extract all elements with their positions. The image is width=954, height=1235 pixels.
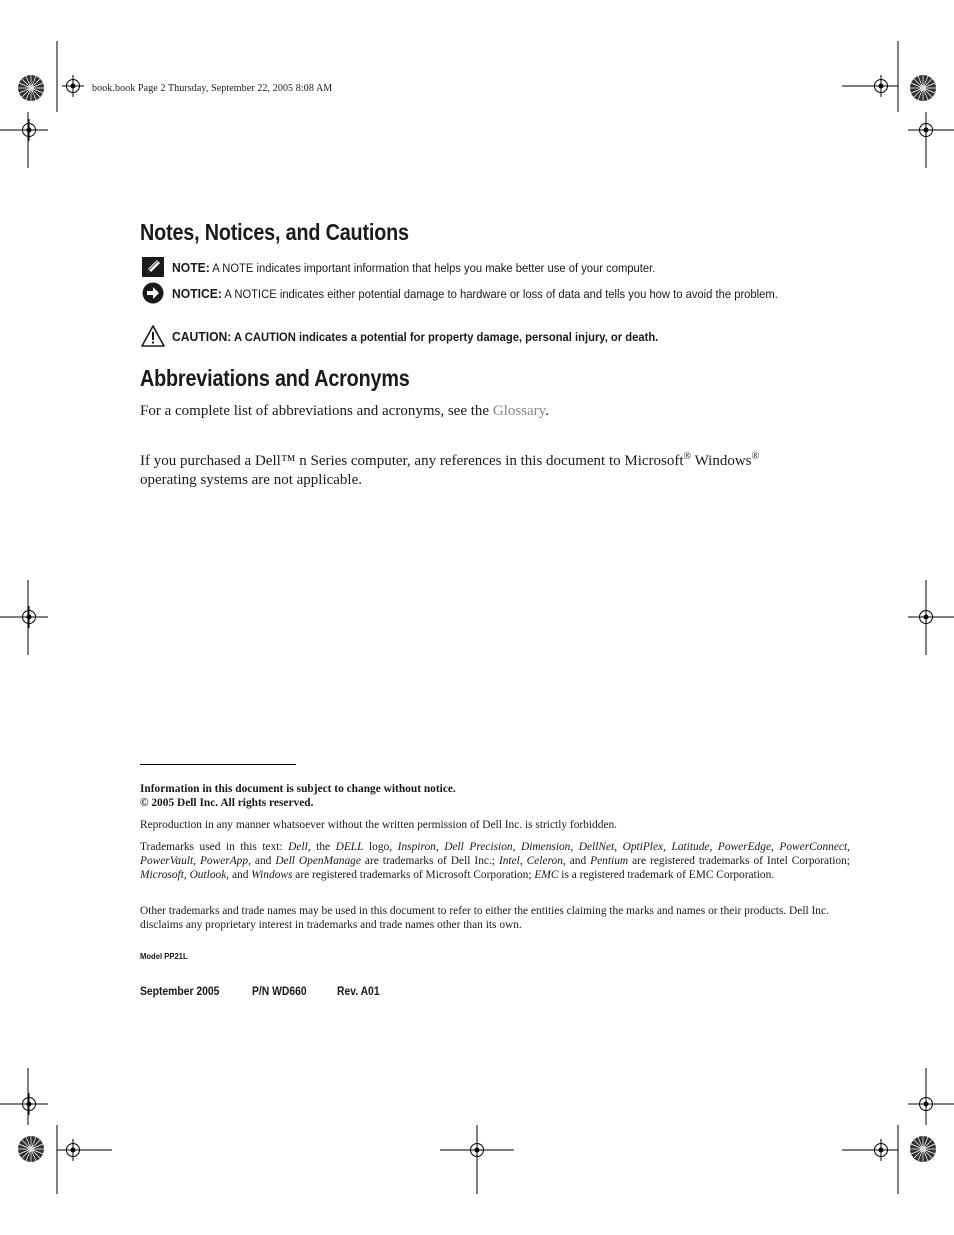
- n-series-windows: Windows: [691, 453, 752, 469]
- registered-mark: ®: [683, 451, 692, 462]
- notice-text: A NOTICE indicates either potential damage to hardware or loss of data and tells you how to avoid the problem.: [221, 287, 778, 301]
- glossary-link[interactable]: Glossary: [492, 403, 546, 419]
- n-series-text-2: operating systems are not applicable.: [140, 472, 363, 488]
- publication-date: September 2005: [140, 986, 220, 998]
- running-header: book.book Page 2 Thursday, September 22, 2005 8:08 AM: [92, 83, 333, 94]
- section-title-abbreviations: Abbreviations and Acronyms: [140, 365, 410, 391]
- glossary-paragraph: [140, 402, 840, 421]
- section-title-notes: Notes, Notices, and Cautions: [140, 219, 409, 245]
- part-number: P/N WD660: [252, 986, 307, 998]
- pencil-note-icon: [142, 257, 164, 277]
- copyright-line: © 2005 Dell Inc. All rights reserved.: [140, 797, 314, 809]
- caution-label: CAUTION:: [172, 329, 232, 344]
- note-text: A NOTE indicates important information that helps you make better use of your computer.: [209, 261, 656, 275]
- model-number: Model PP21L: [140, 951, 188, 961]
- notice-label: NOTICE:: [172, 286, 222, 301]
- footnote-divider: [140, 764, 296, 765]
- registered-mark: ®: [751, 451, 760, 462]
- note-label: NOTE:: [172, 260, 210, 275]
- reproduction-notice: Reproduction in any manner whatsoever without the written permission of Dell Inc. is strictly forbidden.: [140, 819, 618, 831]
- n-series-text-1: If you purchased a Dell™ n Series computer, any references in this document to Microsoft: [140, 453, 684, 469]
- change-notice: Information in this document is subject to change without notice.: [140, 783, 456, 795]
- other-trademarks-paragraph: Other trademarks and trade names may be used in this document to refer to either the entities claiming the marks and names or their products. Dell Inc. disclaims any proprietary interest in trademarks and trade names other than its own.: [140, 905, 829, 931]
- revision: Rev. A01: [337, 986, 380, 998]
- notice-paragraph: [172, 285, 802, 303]
- glossary-intro-text: For a complete list of abbreviations and acronyms, see the: [140, 403, 493, 419]
- note-paragraph: [172, 259, 798, 277]
- caution-text: A CAUTION indicates a potential for property damage, personal injury, or death.: [231, 330, 659, 344]
- trademarks-paragraph: Trademarks used in this text: Dell, the DELL logo, Inspiron, Dell Precision, Dimension, DellNet, OptiPlex, Latitude, PowerEdge, PowerConnect, PowerVault, PowerApp, and Dell OpenManage are trademarks of Dell Inc.; Intel, Celeron, and Pentium are registered trademarks of Intel Corporation; Microsoft, Outlook, and Windows are registered trademarks of Microsoft Corporation; EMC is a registered trademark of EMC Corporation.: [140, 841, 850, 881]
- notice-arrow-icon: [142, 282, 164, 304]
- legal-notice: [140, 782, 850, 810]
- caution-triangle-icon: [141, 325, 165, 347]
- n-series-paragraph: [140, 452, 840, 490]
- caution-paragraph: [172, 328, 798, 346]
- glossary-intro-period: .: [545, 403, 549, 419]
